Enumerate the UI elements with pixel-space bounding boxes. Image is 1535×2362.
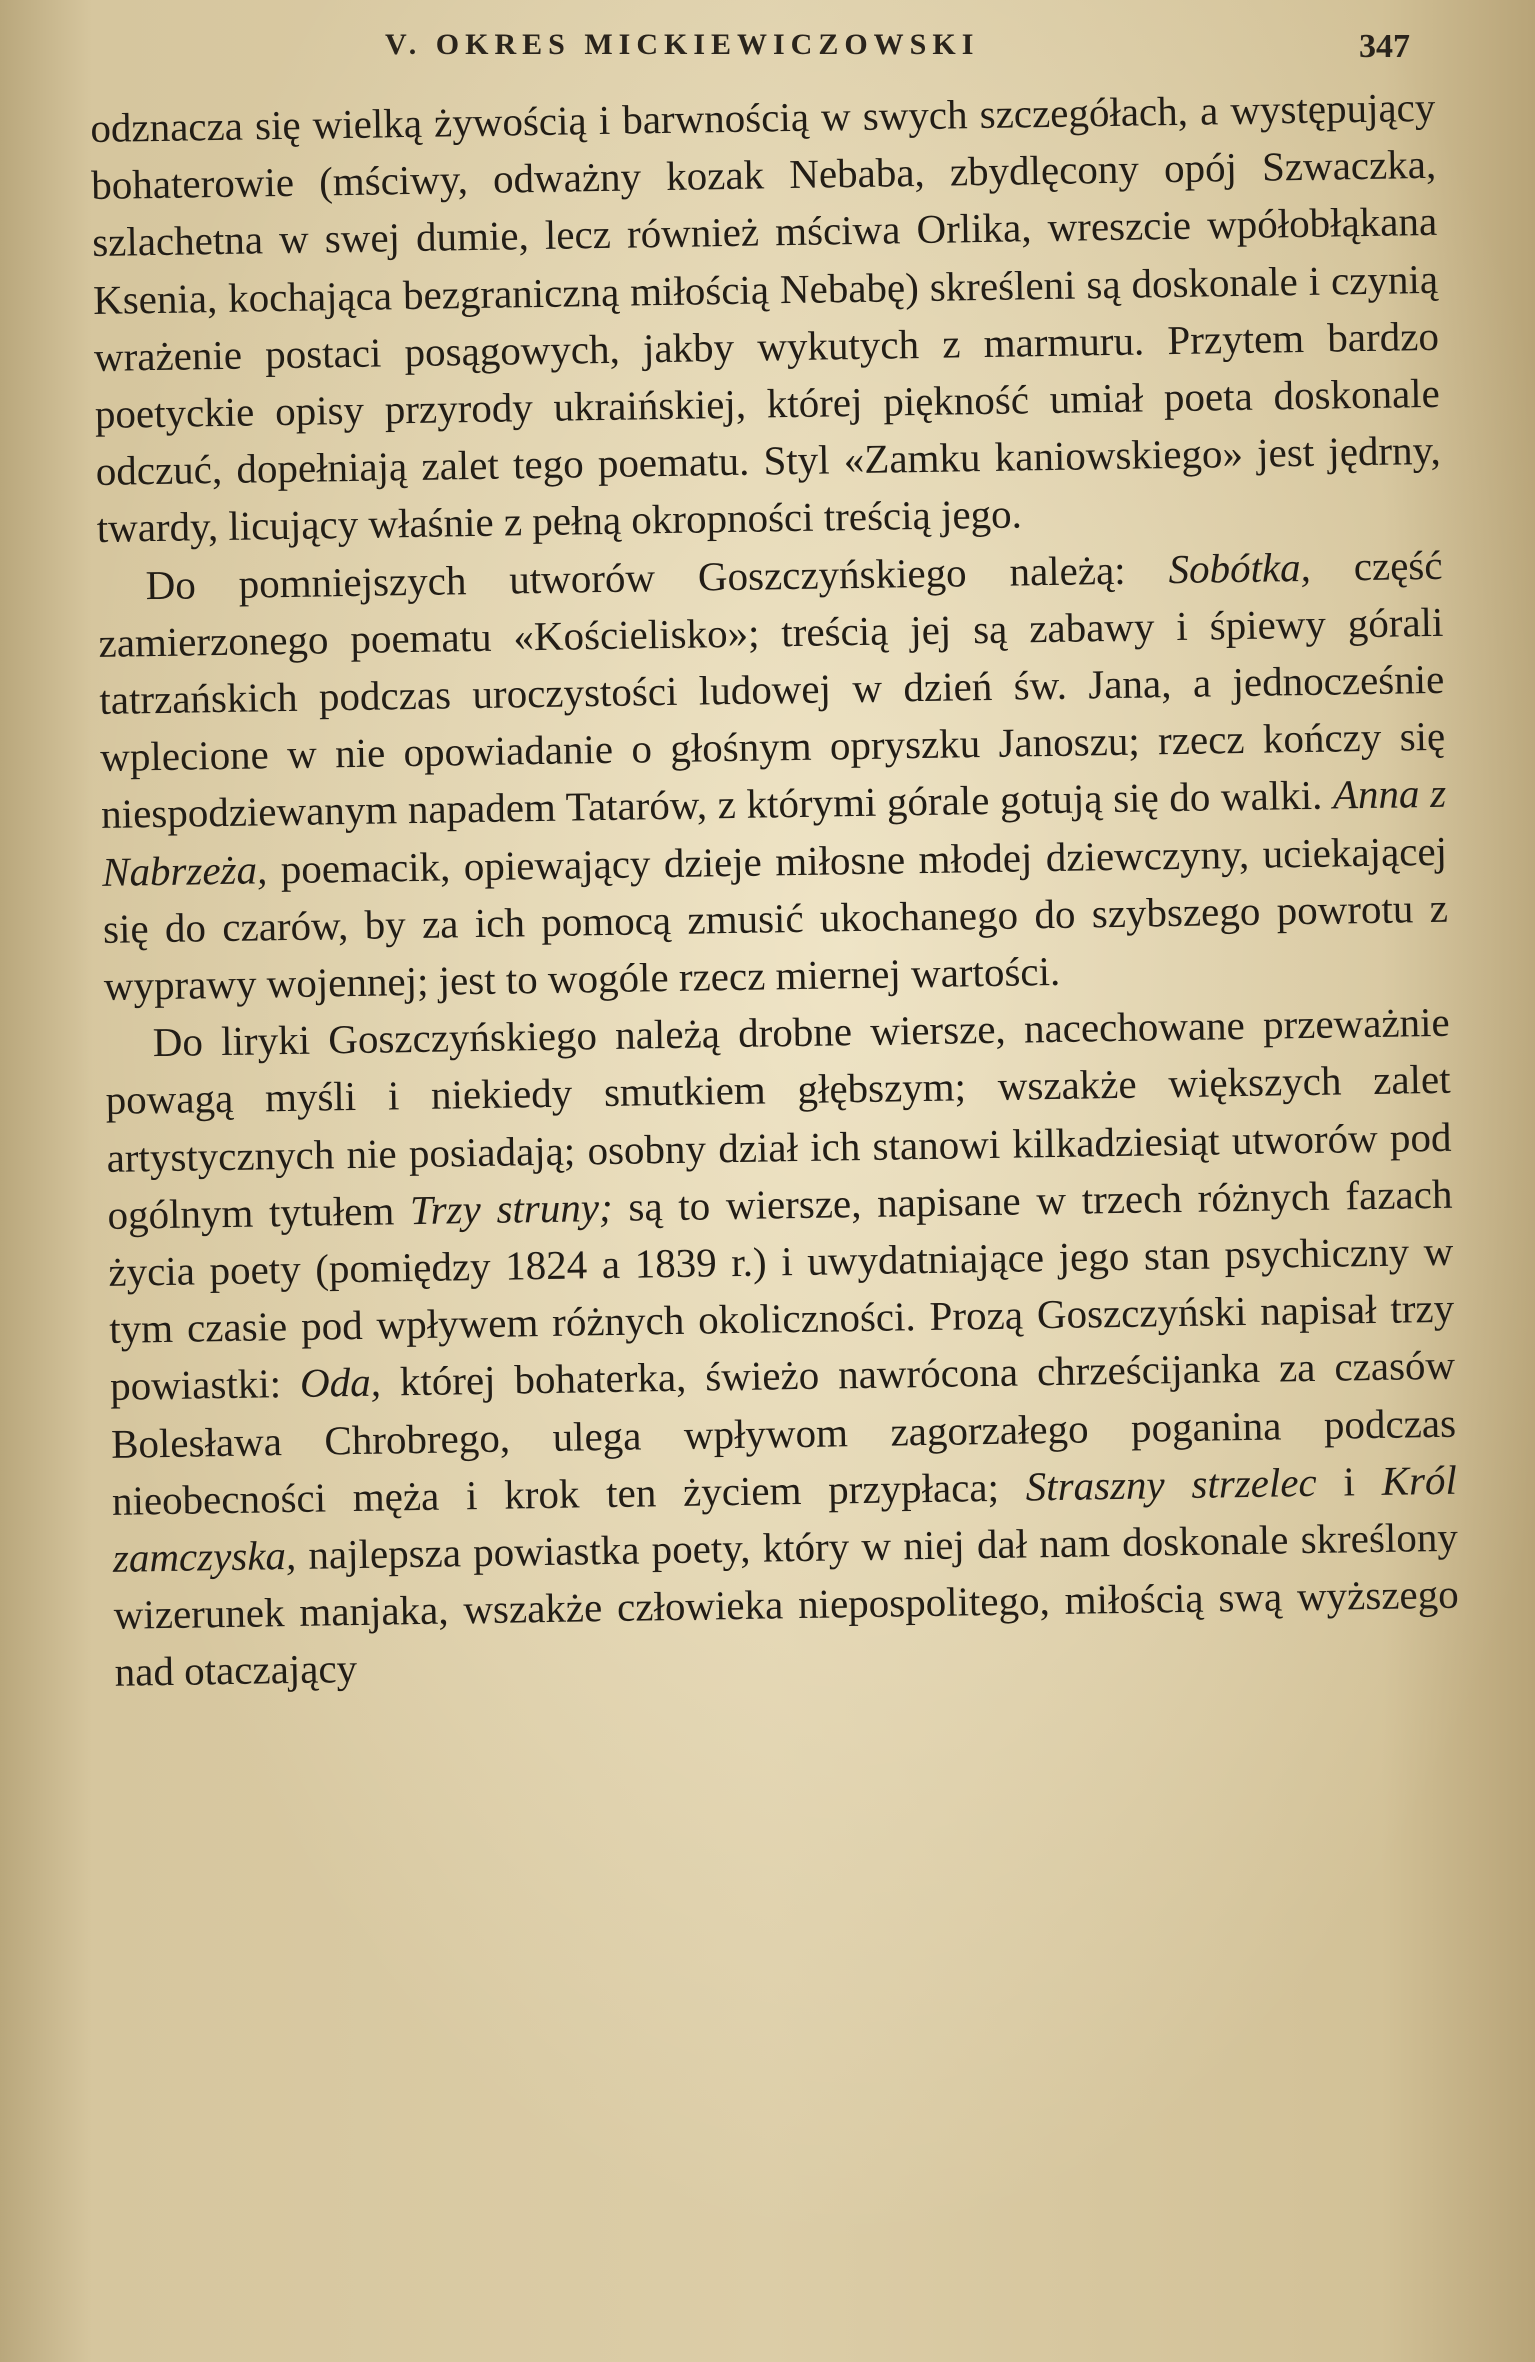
page-number: 347 bbox=[1359, 28, 1410, 65]
work-title-italic: Oda, bbox=[299, 1359, 382, 1407]
paragraph-text: odznacza się wielką żywością i barwnością w swych szczegółach, a występujący bohaterowie (mściwy, odważny kozak Nebaba, zbydlęcony opój Szwaczka, szlachetna w swej dumie, lecz również mściwa Orlika, wreszcie wpółobłąkana Ksenia, kochająca bezgraniczną miłością Nebabę) skreśleni są doskonale i czynią wrażenie postaci posągowych, jakby wykutych z marmuru. Przytem bardzo poetyckie opisy przyrody ukraińskiej, której piękność umiał poeta doskonale odczuć, dopełniają zalet tego poematu. Styl «Zamku kaniowskiego» jest jędrny, twardy, licujący właśnie z pełną okropności treścią jego. bbox=[90, 83, 1442, 552]
paragraph-text: część zamierzonego poematu «Kościelisko»; treścią jej są zabawy i śpiewy górali tatrzańskich podczas uroczystości ludowej w dzień św. Jana, a jednocześnie wplecione w nie opowiadanie o głośnym opryszku Janoszu; rzecz kończy się niespodziewanym napadem Tatarów, z którymi górale gotują się do walki. bbox=[98, 541, 1446, 838]
body-text bbox=[90, 79, 1460, 1702]
paragraph-2 bbox=[97, 536, 1449, 1015]
work-title-italic: Król zamczyska, bbox=[112, 1456, 1458, 1581]
paragraph-3 bbox=[104, 994, 1460, 1701]
paragraph-text: poemacik, opiewający dzieje miłosne młodej dziewczyny, uciekającej się do czarów, by za ich pomocą zmusić ukochanego do szybszego powrotu z wyprawy wojennej; jest to wogóle rzecz miernej wartości. bbox=[102, 827, 1449, 1009]
paragraph-text: Do pomniejszych utworów Goszczyńskiego należą: bbox=[145, 545, 1169, 608]
paragraph-text: są to wiersze, napisane w trzech różnych fazach życia poety (pomiędzy 1824 a 1839 r.) i uwydatniające jego stan psychiczny w tym czasie pod wpływem różnych okoliczności. Prozą Goszczyński napisał trzy powiastki: bbox=[108, 1170, 1455, 1410]
work-title-italic: Trzy struny; bbox=[409, 1183, 613, 1233]
paragraph-text: Do liryki Goszczyńskiego należą drobne wiersze, nacechowane przeważnie powagą myśli i niekiedy smutkiem głębszym; wszakże większych zalet artystycznych nie posiadają; osobny dział ich stanowi kilkadziesiąt utworów pod ogólnym tytułem bbox=[105, 999, 1452, 1238]
running-title: V. OKRES MICKIEWICZOWSKI bbox=[385, 28, 980, 61]
work-title-italic: Anna z Nabrzeża, bbox=[101, 770, 1447, 895]
work-title-italic: Straszny strzelec bbox=[1025, 1458, 1318, 1510]
work-title-italic: Sobótka, bbox=[1168, 543, 1312, 592]
paragraph-1 bbox=[90, 79, 1442, 558]
paragraph-text: której bohaterka, świeżo nawrócona chrześcijanka za czasów Bolesława Chrobrego, ulega wpływom zagorzałego poganina podczas nieobecności męża i krok ten życiem przypłaca; bbox=[110, 1342, 1457, 1524]
paragraph-text: i bbox=[1316, 1457, 1383, 1505]
page-header bbox=[90, 28, 1410, 78]
paragraph-text: najlepsza powiastka poety, który w niej dał nam doskonale skreślony wizerunek manjaka, wszakże człowieka niepospolitego, miłością swą wyższego nad otaczający bbox=[113, 1513, 1459, 1696]
